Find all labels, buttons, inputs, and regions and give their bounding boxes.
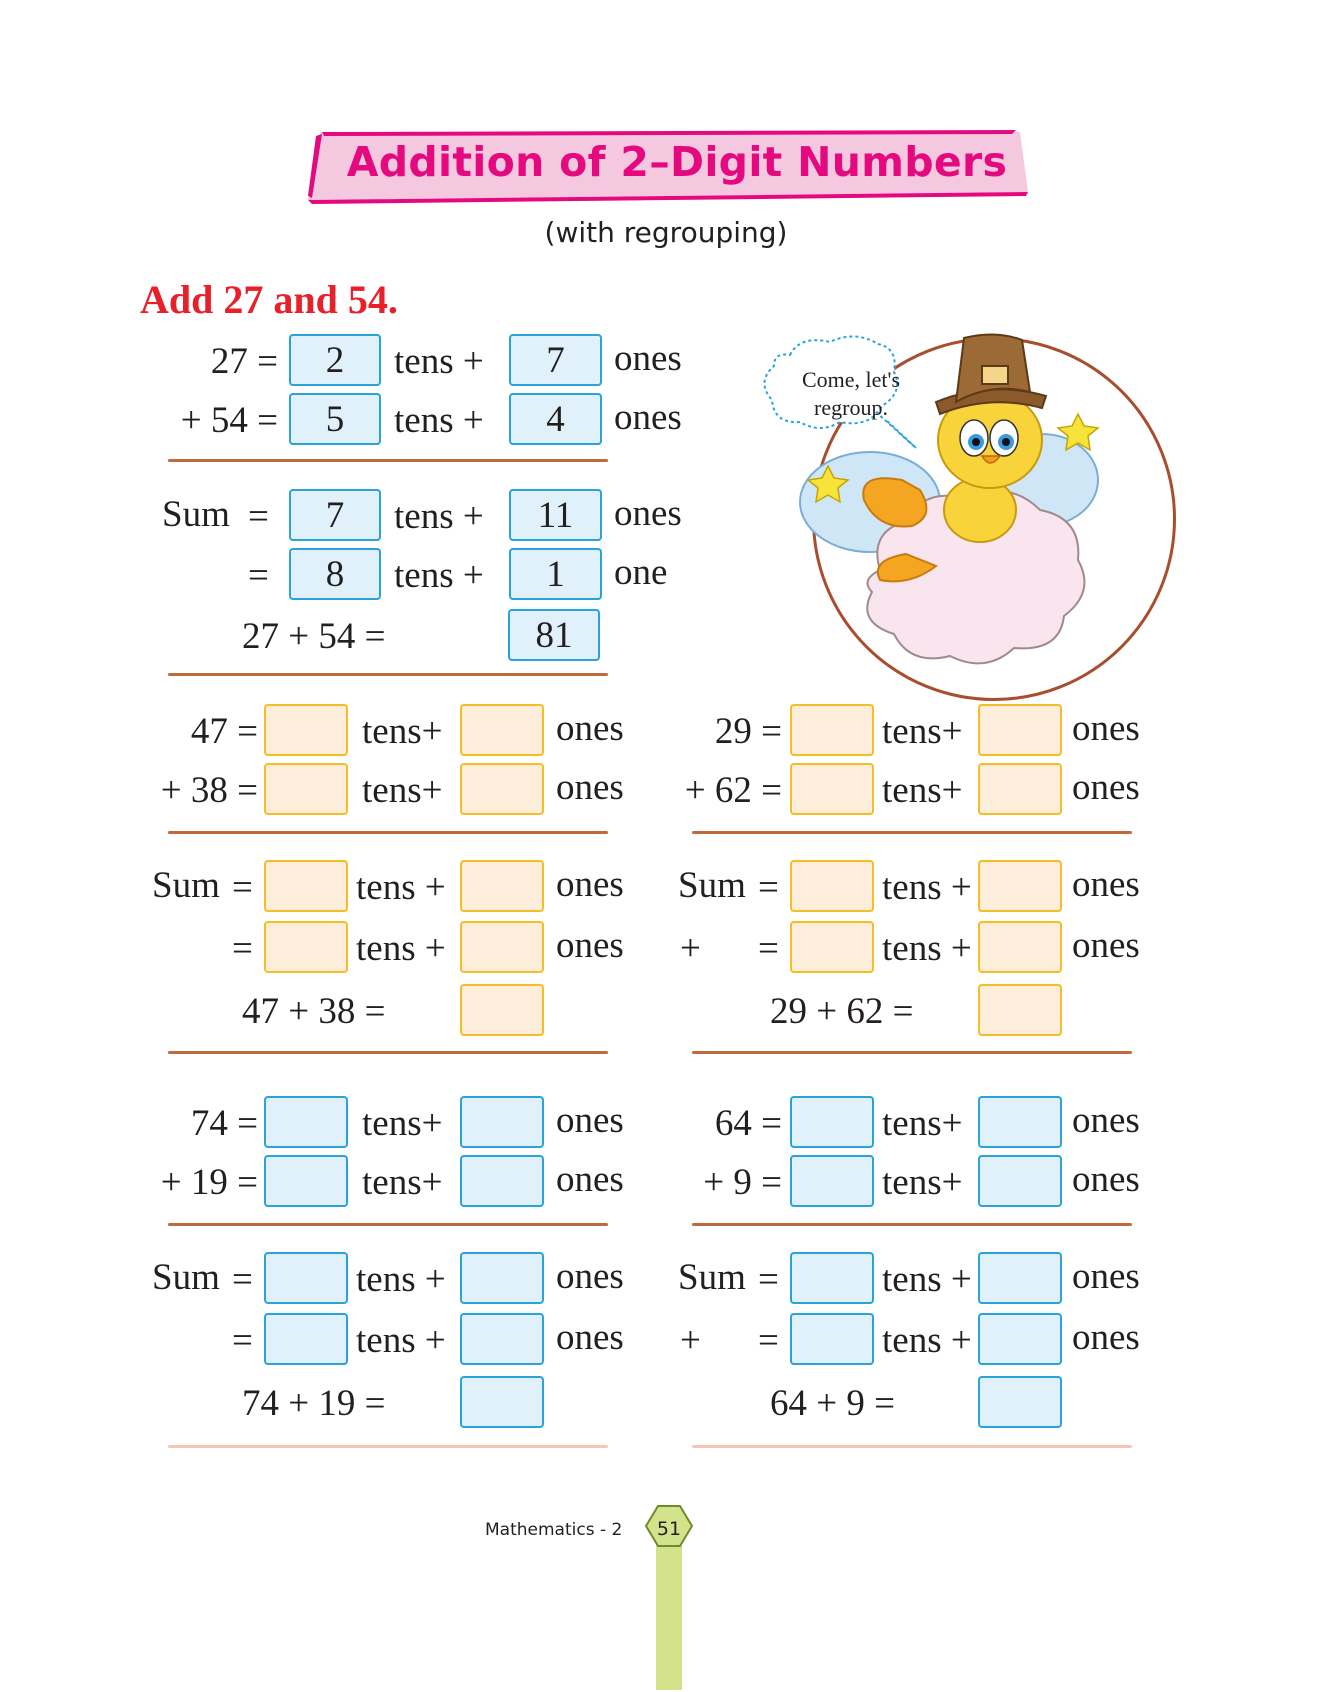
exercise-bottom-label: + 9 = [703, 1162, 782, 1203]
ones-label: ones [1072, 1317, 1140, 1358]
plus-sign: + [680, 1320, 701, 1361]
tens-plus-label: tens + [882, 867, 972, 908]
answer-box[interactable] [264, 860, 348, 912]
example-row2-tens-box: 5 [289, 393, 381, 445]
subtitle: (with regrouping) [544, 216, 788, 249]
equals-sign: = [232, 1259, 253, 1300]
answer-box[interactable] [460, 1096, 544, 1148]
answer-box[interactable] [978, 860, 1062, 912]
answer-box[interactable] [978, 1313, 1062, 1365]
answer-box[interactable] [978, 1155, 1062, 1207]
example-result-box: 81 [508, 609, 600, 661]
ones-label: ones [556, 1256, 624, 1297]
answer-box[interactable] [790, 1096, 874, 1148]
answer-box[interactable] [978, 921, 1062, 973]
equals-sign: = [248, 496, 269, 537]
title-banner [308, 130, 1028, 206]
exercise-result-label: 47 + 38 = [242, 991, 386, 1032]
answer-box[interactable] [264, 1155, 348, 1207]
tens-plus-label: tens + [356, 928, 446, 969]
tens-plus-label: tens+ [362, 1103, 443, 1144]
answer-box[interactable] [790, 763, 874, 815]
answer-box[interactable] [264, 763, 348, 815]
ones-label: ones [614, 397, 682, 438]
sum-label: Sum [162, 494, 230, 535]
tens-plus-label: tens + [882, 928, 972, 969]
answer-box[interactable] [790, 1252, 874, 1304]
exercise-bottom-label: + 62 = [684, 770, 782, 811]
answer-box[interactable] [978, 1096, 1062, 1148]
sum-label: Sum [678, 1257, 746, 1298]
example-sum-ones-box: 11 [509, 489, 602, 541]
divider [168, 673, 608, 676]
exercise-top-label: 47 = [190, 711, 258, 752]
speech-bubble-text: Come, let's regroup. [801, 367, 901, 420]
tens-plus-label: tens + [394, 341, 484, 382]
tens-plus-label: tens + [356, 867, 446, 908]
equals-sign: = [248, 555, 269, 596]
page-title: Addition of 2–Digit Numbers [346, 138, 1008, 186]
exercise-result-label: 64 + 9 = [770, 1383, 895, 1424]
answer-box[interactable] [460, 763, 544, 815]
exercise-result-label: 29 + 62 = [770, 991, 914, 1032]
ones-label: ones [556, 864, 624, 905]
ones-label: ones [1072, 1256, 1140, 1297]
ones-label: ones [556, 767, 624, 808]
answer-box[interactable] [264, 1313, 348, 1365]
example-sum-tens-box: 7 [289, 489, 381, 541]
plus-sign: + [680, 928, 701, 969]
divider [692, 831, 1132, 834]
tens-plus-label: tens + [356, 1259, 446, 1300]
answer-box[interactable] [978, 704, 1062, 756]
tens-plus-label: tens + [394, 496, 484, 537]
answer-box[interactable] [264, 921, 348, 973]
divider [692, 1051, 1132, 1054]
example-result-label: 27 + 54 = [242, 616, 386, 657]
result-answer-box[interactable] [460, 984, 544, 1036]
tens-plus-label: tens+ [882, 1103, 963, 1144]
ones-label: ones [1072, 1100, 1140, 1141]
example-row1-label: 27 = [210, 341, 278, 382]
ones-label: ones [556, 1100, 624, 1141]
divider [168, 459, 608, 462]
answer-box[interactable] [790, 860, 874, 912]
book-title: Mathematics - 2 [485, 1520, 623, 1540]
divider [168, 831, 608, 834]
answer-box[interactable] [264, 704, 348, 756]
example-row1-tens-box: 2 [289, 334, 381, 386]
answer-box[interactable] [264, 1252, 348, 1304]
ones-label: ones [1072, 864, 1140, 905]
answer-box[interactable] [460, 1313, 544, 1365]
divider [692, 1445, 1132, 1448]
result-answer-box[interactable] [978, 984, 1062, 1036]
exercise-bottom-label: + 38 = [160, 770, 258, 811]
answer-box[interactable] [460, 1252, 544, 1304]
answer-box[interactable] [460, 704, 544, 756]
ones-label: ones [1072, 708, 1140, 749]
answer-box[interactable] [790, 921, 874, 973]
example-row2-label: + 54 = [180, 400, 278, 441]
example-regroup-tens-box: 8 [289, 548, 381, 600]
tens-plus-label: tens+ [362, 1162, 443, 1203]
exercise-result-label: 74 + 19 = [242, 1383, 386, 1424]
example-regroup-ones-box: 1 [509, 548, 602, 600]
equals-sign: = [232, 1320, 253, 1361]
answer-box[interactable] [460, 860, 544, 912]
ones-label: ones [556, 925, 624, 966]
ones-label: ones [1072, 925, 1140, 966]
divider [692, 1223, 1132, 1226]
tens-plus-label: tens+ [882, 770, 963, 811]
sum-label: Sum [152, 865, 220, 906]
divider [168, 1223, 608, 1226]
example-heading: Add 27 and 54. [140, 277, 398, 322]
divider [168, 1051, 608, 1054]
sum-label: Sum [152, 1257, 220, 1298]
equals-sign: = [232, 867, 253, 908]
sum-label: Sum [678, 865, 746, 906]
ones-label: ones [556, 708, 624, 749]
answer-box[interactable] [978, 1252, 1062, 1304]
result-answer-box[interactable] [460, 1376, 544, 1428]
answer-box[interactable] [264, 1096, 348, 1148]
equals-sign: = [758, 1259, 779, 1300]
ones-label: ones [556, 1317, 624, 1358]
page-number: 51 [656, 1518, 682, 1540]
divider [168, 1445, 608, 1448]
ones-label: ones [1072, 767, 1140, 808]
tens-plus-label: tens + [356, 1320, 446, 1361]
one-label: one [614, 552, 668, 593]
tens-plus-label: tens+ [882, 711, 963, 752]
exercise-top-label: 74 = [190, 1103, 258, 1144]
result-answer-box[interactable] [978, 1376, 1062, 1428]
exercise-bottom-label: + 19 = [160, 1162, 258, 1203]
answer-box[interactable] [790, 1313, 874, 1365]
ones-label: ones [556, 1159, 624, 1200]
answer-box[interactable] [790, 1155, 874, 1207]
tens-plus-label: tens+ [362, 770, 443, 811]
tens-plus-label: tens + [394, 400, 484, 441]
tens-plus-label: tens+ [362, 711, 443, 752]
tens-plus-label: tens + [394, 555, 484, 596]
equals-sign: = [232, 928, 253, 969]
tens-plus-label: tens+ [882, 1162, 963, 1203]
answer-box[interactable] [460, 1155, 544, 1207]
tens-plus-label: tens + [882, 1320, 972, 1361]
answer-box[interactable] [460, 921, 544, 973]
equals-sign: = [758, 928, 779, 969]
answer-box[interactable] [790, 704, 874, 756]
ones-label: ones [614, 493, 682, 534]
exercise-top-label: 64 = [714, 1103, 782, 1144]
equals-sign: = [758, 1320, 779, 1361]
equals-sign: = [758, 867, 779, 908]
exercise-top-label: 29 = [714, 711, 782, 752]
tens-plus-label: tens + [882, 1259, 972, 1300]
answer-box[interactable] [978, 763, 1062, 815]
example-row1-ones-box: 7 [509, 334, 602, 386]
ones-label: ones [1072, 1159, 1140, 1200]
example-row2-ones-box: 4 [509, 393, 602, 445]
ones-label: ones [614, 338, 682, 379]
